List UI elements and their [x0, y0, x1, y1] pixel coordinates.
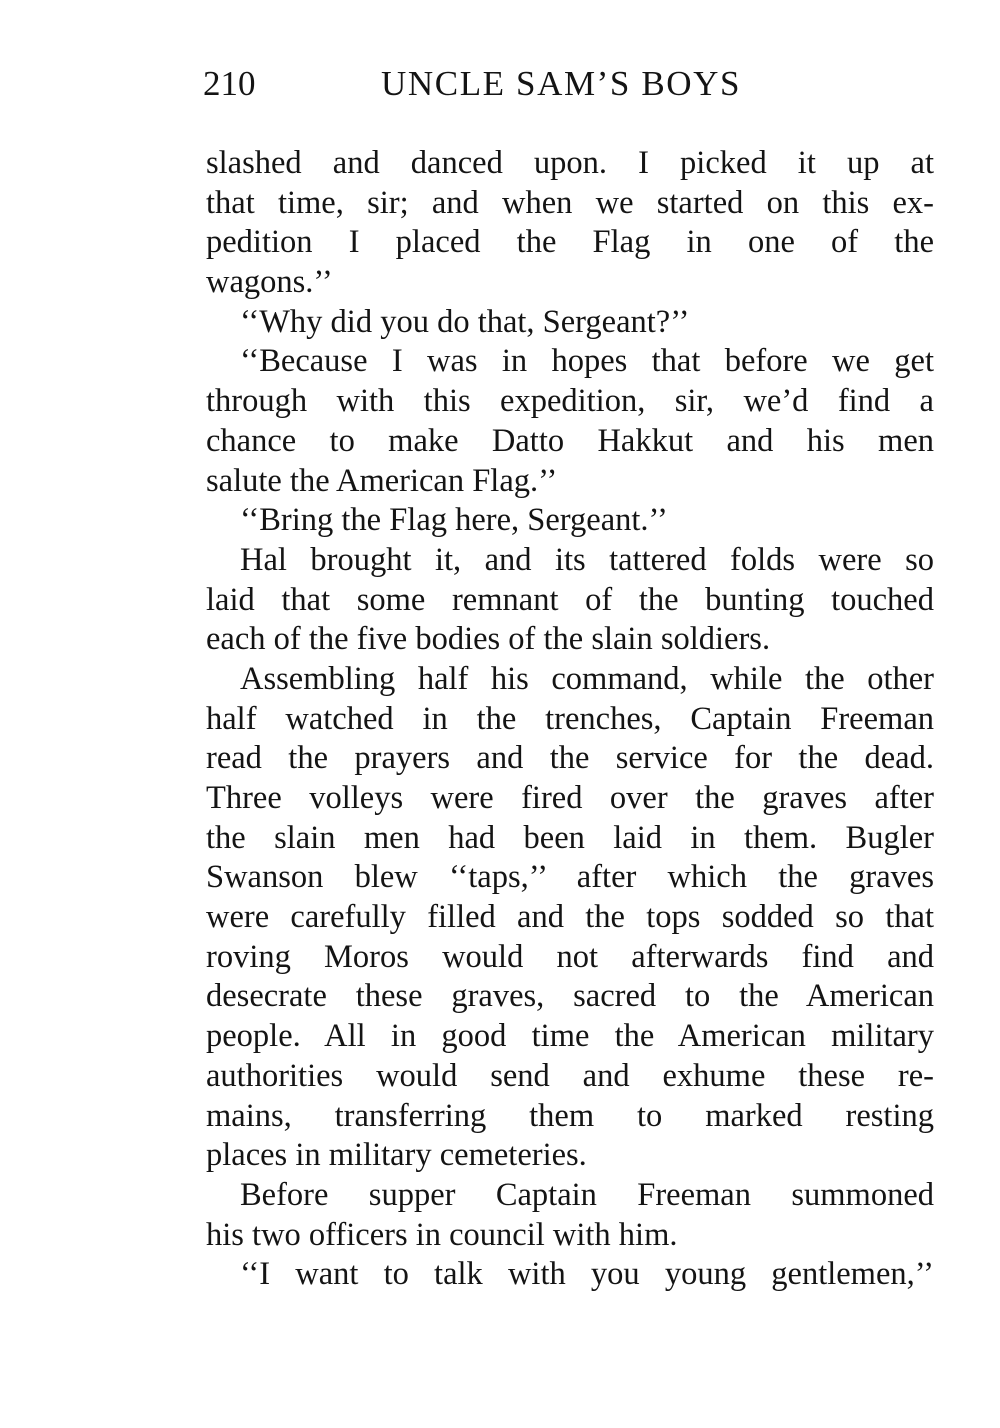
- text-line: Three volleys were fired over the graves after: [206, 780, 934, 816]
- page-header: [203, 60, 768, 108]
- text-line: wagons.’’: [206, 264, 333, 301]
- page-body-text: [206, 144, 934, 1295]
- text-line: chance to make Datto Hakkut and his men: [206, 422, 934, 459]
- text-line: the slain men had been laid in them. Bugler: [206, 819, 934, 856]
- text-line: half watched in the trenches, Captain Freeman: [206, 700, 934, 737]
- text-line: Before supper Captain Freeman summoned: [240, 1176, 934, 1213]
- text-line: ‘‘Bring the Flag here, Sergeant.’’: [240, 502, 668, 539]
- text-line: Hal brought it, and its tattered folds were so: [240, 541, 934, 578]
- running-title: UNCLE SAM’S BOYS: [381, 64, 742, 103]
- text-line: ‘‘Because I was in hopes that before we get: [240, 343, 934, 380]
- text-line: his two officers in council with him.: [206, 1216, 678, 1253]
- text-line: ‘‘I want to talk with you young gentlemen,’’: [240, 1256, 934, 1293]
- text-line: that time, sir; and when we started on this ex-: [206, 184, 934, 221]
- text-line: salute the American Flag.’’: [206, 462, 558, 499]
- text-line: roving Moros would not afterwards find and: [206, 938, 934, 975]
- text-line: through with this expedition, sir, we’d find a: [206, 383, 934, 420]
- text-line: desecrate these graves, sacred to the American: [206, 978, 934, 1015]
- page-number: 210: [203, 64, 256, 103]
- text-line: authorities would send and exhume these re-: [206, 1057, 934, 1094]
- text-line: were carefully filled and the tops sodded so that: [206, 899, 934, 936]
- text-line: people. All in good time the American military: [206, 1018, 934, 1055]
- text-line: slashed and danced upon. I picked it up at: [206, 145, 934, 181]
- text-line: Assembling half his command, while the other: [240, 660, 934, 697]
- text-line: read the prayers and the service for the dead.: [206, 740, 934, 777]
- text-line: pedition I placed the Flag in one of the: [206, 224, 934, 261]
- text-line: ‘‘Why did you do that, Sergeant?’’: [240, 303, 690, 340]
- text-line: each of the five bodies of the slain soldiers.: [206, 621, 771, 658]
- text-line: Swanson blew ‘‘taps,’’ after which the graves: [206, 859, 934, 896]
- text-line: mains, transferring them to marked resting: [206, 1097, 934, 1134]
- text-line: laid that some remnant of the bunting touched: [206, 581, 934, 618]
- text-line: places in military cemeteries.: [206, 1137, 587, 1174]
